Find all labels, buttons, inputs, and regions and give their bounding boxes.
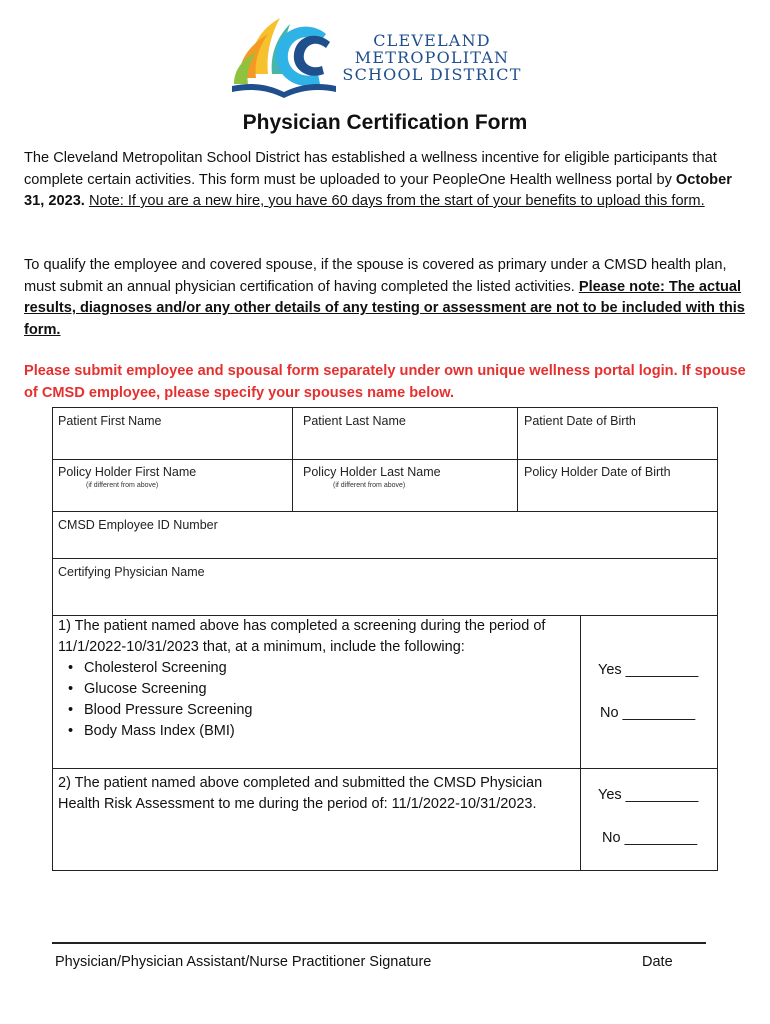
certification-form-table <box>52 407 718 871</box>
please-note-text: Please note: The actual results, diagnoses and/or any other details of any testing or assessment are not to be included with this form. <box>24 278 745 338</box>
col-divider <box>580 615 581 870</box>
patient-dob-field[interactable]: Patient Date of Birth <box>524 414 636 428</box>
list-item: • Cholesterol Screening <box>84 658 573 679</box>
physician-name-field[interactable]: Certifying Physician Name <box>58 565 205 579</box>
page-title: Physician Certification Form <box>242 111 528 134</box>
if-different-note: (if different from above) <box>86 482 159 489</box>
row-divider <box>53 768 717 769</box>
signature-label: Physician/Physician Assistant/Nurse Practitioner Signature <box>55 954 432 970</box>
q1-yes-field[interactable]: Yes _________ <box>598 662 699 678</box>
spousal-warning: Please submit employee and spousal form separately under own unique wellness portal login. If spouse of CMSD employee, please specify your spouses name below. <box>24 363 746 401</box>
district-logo <box>228 12 528 104</box>
deadline-text: October 31, 2023. <box>24 171 732 209</box>
employee-id-field[interactable]: CMSD Employee ID Number <box>58 518 218 532</box>
holder-dob-field[interactable]: Policy Holder Date of Birth <box>524 465 671 479</box>
holder-last-name-field[interactable]: Policy Holder Last Name <box>303 465 441 479</box>
intro-text: The Cleveland Metropolitan School District has established a wellness incentive for eligible participants that complete certain activities. This form must be uploaded to your PeopleOne Health wellness portal by <box>24 150 717 188</box>
district-name <box>332 32 532 83</box>
row-divider <box>53 511 717 512</box>
col-divider <box>292 408 293 511</box>
list-item: • Blood Pressure Screening <box>84 700 573 721</box>
screening-list <box>58 658 573 742</box>
patient-first-name-field[interactable]: Patient First Name <box>58 414 162 428</box>
q2-no-field[interactable]: No _________ <box>602 830 698 846</box>
holder-first-name-field[interactable]: Policy Holder First Name <box>58 465 197 479</box>
book-sail-logo-icon <box>228 12 338 104</box>
if-different-note: (if different from above) <box>333 482 406 489</box>
logo-line-3: SCHOOL DISTRICT <box>342 65 522 84</box>
logo-line-2: METROPOLITAN <box>354 48 510 67</box>
q2-yes-field[interactable]: Yes _________ <box>598 787 699 803</box>
logo-line-1: CLEVELAND <box>373 31 491 50</box>
date-label: Date <box>642 954 673 970</box>
q1-no-field[interactable]: No _________ <box>600 705 696 721</box>
question-1 <box>58 616 573 742</box>
list-item: • Glucose Screening <box>84 679 573 700</box>
row-divider <box>53 558 717 559</box>
signature-line[interactable] <box>52 942 706 944</box>
qualify-text: To qualify the employee and covered spouse, if the spouse is covered as primary under a CMSD health plan, must submit an annual physician certification of having completed the listed activities. <box>24 257 727 295</box>
list-item: • Body Mass Index (BMI) <box>84 721 573 742</box>
patient-last-name-field[interactable]: Patient Last Name <box>303 414 406 428</box>
question-2-text: 2) The patient named above completed and submitted the CMSD Physician Health Risk Assessment to me during the period of: 11/1/2022-10/31/2023. <box>58 775 543 812</box>
row-divider <box>53 459 717 460</box>
col-divider <box>517 408 518 511</box>
qualify-paragraph <box>24 255 746 341</box>
question-1-text: 1) The patient named above has completed a screening during the period of 11/1/2022-10/31/2023 that, at a minimum, include the following: <box>58 618 546 655</box>
intro-paragraph <box>24 148 746 213</box>
new-hire-note: Note: If you are a new hire, you have 60 days from the start of your benefits to upload this form. <box>88 193 705 209</box>
